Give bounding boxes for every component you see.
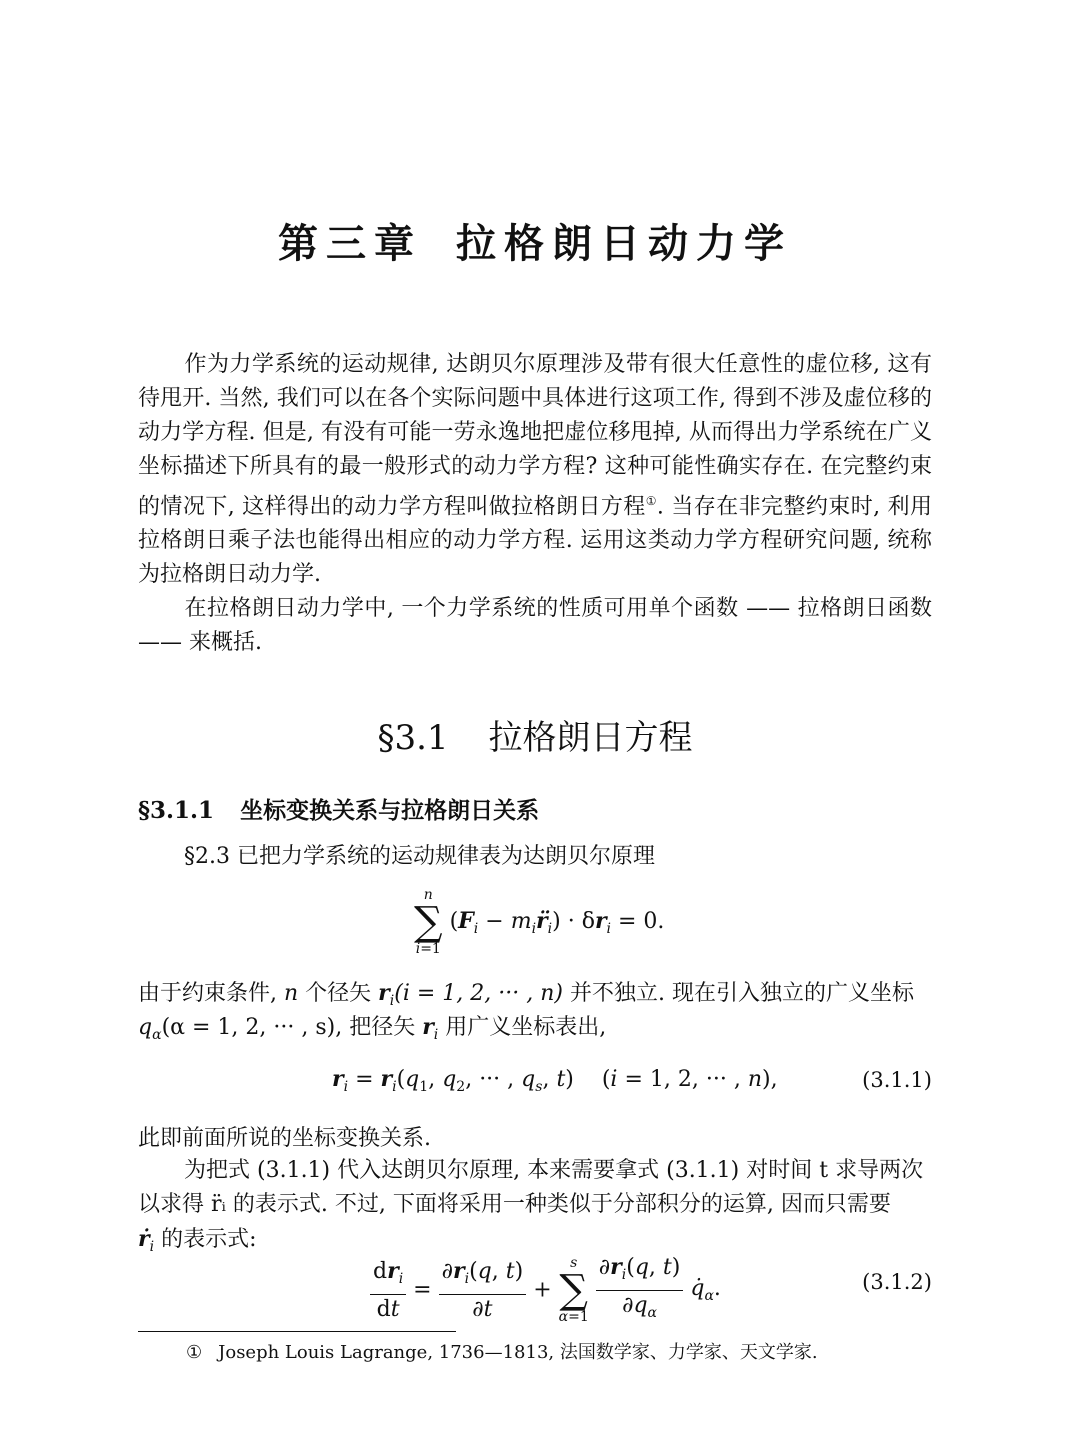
- body-line-3: $q_\alpha(\alpha = 1$, 2, ··· , s), 把径矢 $r_i$ 用广义坐标表出,: [138, 1014, 607, 1043]
- footnote: [186, 1338, 818, 1364]
- intro-paragraph-1: 作为力学系统的运动规律, 达朗贝尔原理涉及带有很大任意性的虚位移, 这有待甩开. 当然, 我们可以在各个实际问题中具体进行这项工作, 得到不涉及虚位移的动力学方程. 但是, 有没有可能一劳永逸地把虚位移甩掉, 从而得出力学系统在广义坐标描述下所具有的最一般形式的动力学方程? 这种可能性确实存在. 在完整约束的情况下, 这样得出的动力学方程叫做拉格朗日方程①. 当存在非完整约束时, 利用拉格朗日乘子法也能得出相应的动力学方程. 运用这类动力学方程研究问题, 统称为拉格朗日动力学.: [138, 352, 932, 588]
- footnote-mark[interactable]: ①: [645, 494, 657, 508]
- equation-dalembert: n ∑ i=1 ($F_i$ − $m_ir̈_i) \cdot \delta r_i = 0$.: [414, 887, 665, 957]
- equation-3-1-1: $r_i = r_i(q_1$, $q_2$, ··· , $q_s$, t) (i = 1, 2, ··· , n),: [332, 1066, 778, 1095]
- equation-number-3-1-1: (3.1.1): [862, 1068, 932, 1092]
- section-number: §3.1: [377, 718, 449, 758]
- section-title: [0, 710, 1070, 759]
- chapter-number: 第三章: [278, 221, 422, 267]
- body-line-2: 由于约束条件, n 个径矢 $r_i(i = 1$, 2, ··· , n) 并不独立. 现在引入独立的广义坐标: [138, 980, 914, 1009]
- body-line-1: §2.3 已把力学系统的运动规律表为达朗贝尔原理: [184, 844, 655, 869]
- footnote-rule: [138, 1331, 456, 1332]
- chapter-title: [0, 212, 1070, 269]
- chapter-name: 拉格朗日动力学: [456, 221, 792, 267]
- subsection-number: §3.1.1: [138, 797, 215, 824]
- footnote-number: ①: [186, 1342, 203, 1363]
- subsection-name: 坐标变换关系与拉格朗日关系: [240, 798, 540, 824]
- equation-number-3-1-2: (3.1.2): [862, 1270, 932, 1294]
- body-line-7: ṙ$_i$ 的表示式:: [138, 1226, 257, 1255]
- body-line-4: 此即前面所说的坐标变换关系.: [138, 1126, 431, 1151]
- intro-paragraph-2: 在拉格朗日动力学中, 一个力学系统的性质可用单个函数 —— 拉格朗日函数 —— 来概括.: [138, 596, 932, 655]
- body-line-5: 为把式 (3.1.1) 代入达朗贝尔原理, 本来需要拿式 (3.1.1) 对时间 t 求导两次: [184, 1158, 924, 1183]
- footnote-text: Joseph Louis Lagrange, 1736—1813, 法国数学家、力学家、天文学家.: [218, 1342, 818, 1363]
- subsection-title: [138, 792, 539, 825]
- body-line-6: 以求得 r̈ᵢ 的表示式. 不过, 下面将采用一种类似于分部积分的运算, 因而只需要: [138, 1192, 891, 1217]
- section-name: 拉格朗日方程: [488, 718, 693, 758]
- equation-3-1-2: $\frac{dr_i}{dt}$ = $\frac{\partial r_i(q, t)}{\partial t}$ + s ∑ α=1 $\frac{\partial r_i(q, t)}{\partial q_\alpha}$ $q̇_\alpha$.: [370, 1252, 721, 1328]
